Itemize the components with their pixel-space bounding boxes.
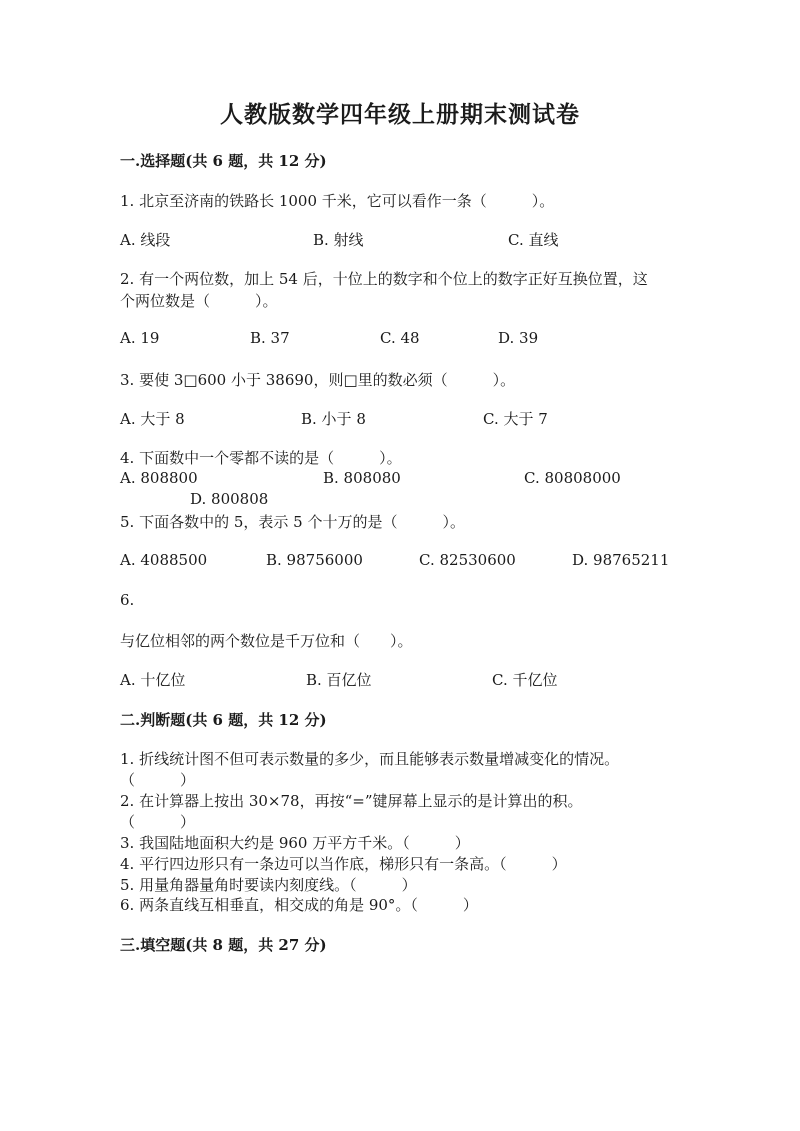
- question-1-text: 1. 北京至济南的铁路长 1000 千米，它可以看作一条（ ）。: [120, 192, 555, 210]
- judge-2-text: 2. 在计算器上按出 30×78，再按“=”键屏幕上显示的是计算出的积。: [120, 792, 583, 810]
- question-2-text-line-2: 个两位数是（ ）。: [120, 292, 278, 310]
- section-heading-judge: 二.判断题(共 6 题，共 12 分): [120, 711, 327, 729]
- question-4-text: 4. 下面数中一个零都不读的是（ ）。: [120, 449, 402, 467]
- question-3-option-b: B. 小于 8: [301, 410, 366, 428]
- question-4-option-a: A. 808800: [120, 469, 198, 487]
- question-1-option-c: C. 直线: [508, 231, 559, 249]
- question-6-option-c: C. 千亿位: [492, 671, 558, 689]
- judge-1-text: 1. 折线统计图不但可表示数量的多少，而且能够表示数量增减变化的情况。: [120, 750, 620, 768]
- section-heading-fill: 三.填空题(共 8 题，共 27 分): [120, 936, 327, 954]
- question-2-option-c: C. 48: [380, 329, 420, 347]
- judge-3-text: 3. 我国陆地面积大约是 960 万平方千米。（ ）: [120, 834, 470, 852]
- question-6-text: 与亿位相邻的两个数位是千万位和（ ）。: [120, 632, 413, 650]
- question-5-option-a: A. 4088500: [120, 551, 208, 569]
- question-3-text: 3. 要使 3□600 小于 38690，则□里的数必须（ ）。: [120, 371, 516, 389]
- question-6-number: 6.: [120, 591, 135, 609]
- question-5-text: 5. 下面各数中的 5，表示 5 个十万的是（ ）。: [120, 513, 465, 531]
- question-2-option-d: D. 39: [498, 329, 539, 347]
- question-6-option-a: A. 十亿位: [120, 671, 186, 689]
- question-4-option-d: D. 800808: [190, 490, 269, 508]
- question-3-option-c: C. 大于 7: [483, 410, 548, 428]
- judge-2-bracket: （ ）: [120, 813, 196, 831]
- section-heading-choice: 一.选择题(共 6 题，共 12 分): [120, 152, 327, 170]
- question-3-option-a: A. 大于 8: [120, 410, 185, 428]
- question-2-option-b: B. 37: [250, 329, 290, 347]
- question-1-option-a: A. 线段: [120, 231, 171, 249]
- question-6-option-b: B. 百亿位: [306, 671, 372, 689]
- judge-1-bracket: （ ）: [120, 771, 196, 789]
- question-5-option-b: B. 98756000: [266, 551, 363, 569]
- question-5-option-d: D. 98765211: [572, 551, 670, 569]
- judge-5-text: 5. 用量角器量角时要读内刻度线。（ ）: [120, 876, 417, 894]
- page-title: 人教版数学四年级上册期末测试卷: [220, 101, 580, 128]
- judge-4-text: 4. 平行四边形只有一条边可以当作底，梯形只有一条高。（ ）: [120, 855, 567, 873]
- question-4-option-b: B. 808080: [323, 469, 401, 487]
- question-2-text-line-1: 2. 有一个两位数，加上 54 后，十位上的数字和个位上的数字正好互换位置，这: [120, 270, 648, 288]
- question-2-option-a: A. 19: [120, 329, 160, 347]
- judge-6-text: 6. 两条直线互相垂直，相交成的角是 90°。（ ）: [120, 896, 478, 914]
- question-5-option-c: C. 82530600: [419, 551, 516, 569]
- question-1-option-b: B. 射线: [313, 231, 364, 249]
- question-4-option-c: C. 80808000: [524, 469, 621, 487]
